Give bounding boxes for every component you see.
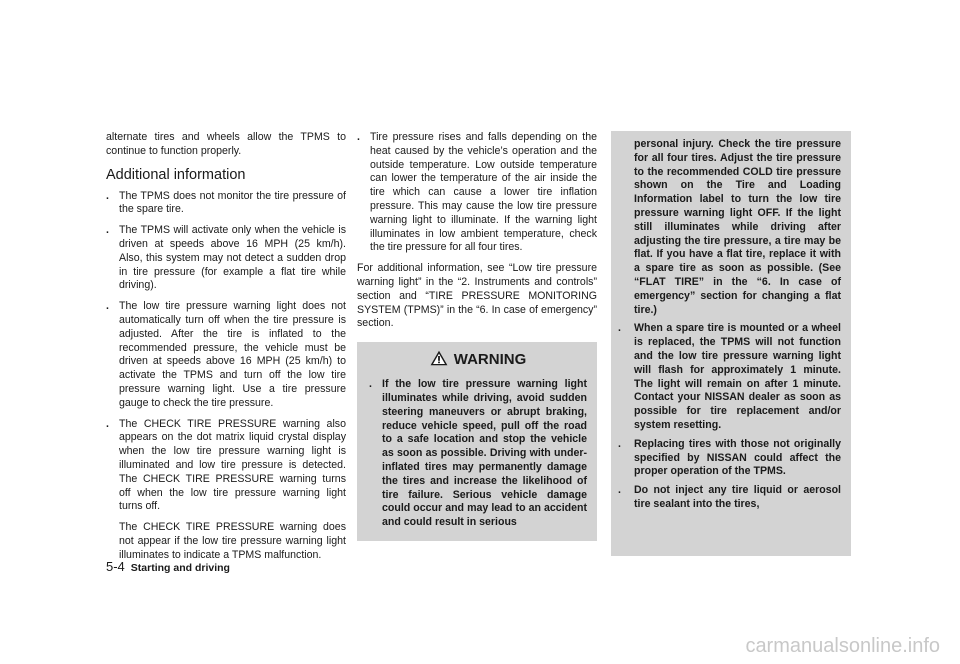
list-item: . Tire pressure rises and falls depending on the heat caused by the vehicle’s operation and the outside temperature. Low outside temperature can lower the temperature of the air inside the tire which can cause a lower tire inflation pressure. This may cause the low tire pressure warning light to illuminate. If the warning light illuminates in low ambient temperature, check the tire pressure for all four tires. [357,131,597,254]
warning-continuation-text: personal injury. Check the tire pressure for all four tires. Adjust the tire pressure to the recommended COLD tire pressure shown on the Tire and Loading Information label to turn the low tire pressure warning light OFF. If the light still illuminates while driving after adjusting the tire pressure, a tire may be flat. If you have a flat tire, replace it with a spare tire as soon as possible. (See “FLAT TIRE” in the “6. In case of emergency” section for changing a flat tire.) [634,138,841,316]
section-heading: Additional information [106,166,246,183]
list-item: . The CHECK TIRE PRESSURE warning also appears on the dot matrix liquid crystal display when the low tire pressure warning light is illuminated and low tire pressure is detected. The CHECK TIRE PRESSURE warning turns off when the low tire pressure warning light turns off. [106,417,346,513]
page-number: 5-4 [106,559,125,574]
bullet-marker: . [369,378,372,391]
bullet-marker: . [106,189,109,202]
warning-header [369,350,587,369]
warning-box [357,342,597,541]
bullet-marker: . [106,417,109,430]
page-footer [106,559,230,574]
warning-title: WARNING [453,351,527,369]
bullet-marker: . [618,322,621,335]
section-name: Starting and driving [130,562,230,574]
bullet-marker: . [106,300,109,313]
list-item: . The TPMS does not monitor the tire pressure of the spare tire. [106,189,346,216]
warning-list-item: . When a spare tire is mounted or a wheel is replaced, the TPMS will not function and the low tire pressure warning light will flash for approximately 1 minute. The light will remain on after 1 minute. Contact your NISSAN dealer as soon as possible for tire replacement and/or system resetting. [618,322,841,431]
bullet-continuation: The CHECK TIRE PRESSURE warning does not appear if the low tire pressure warning light illuminates to indicate a TPMS malfunction. [119,521,346,561]
bullet-marker: . [106,224,109,237]
left-column [106,131,346,563]
warning-list-item: . If the low tire pressure warning light illuminates while driving, avoid sudden steering maneuvers or abrupt braking, reduce vehicle speed, pull off the road to a safe location and stop the vehicle as soon as possible. Driving with under-inflated tires may permanently damage the tires and increase the likelihood of tire failure. Serious vehicle damage could occur and may lead to an accident and could result in serious [369,378,587,529]
warning-list-item: . Replacing tires with those not originally specified by NISSAN could affect the proper operation of the TPMS. [618,437,841,478]
bullet-marker: . [357,131,360,143]
intro-text: alternate tires and wheels allow the TPMS to continue to function properly. [106,131,346,157]
reference-paragraph: For additional information, see “Low tire pressure warning light” in the “2. Instruments and controls” section and “TIRE PRESSURE MONITORING SYSTEM (TPMS)” in the “6. In case of emergency” section. [357,262,597,330]
bullet-marker: . [618,484,621,497]
warning-list-item: . Do not inject any tire liquid or aerosol tire sealant into the tires, [618,484,841,510]
list-item: . The TPMS will activate only when the vehicle is driven at speeds above 16 MPH (25 km/h). Also, this system may not detect a sudden drop in tire pressure (for example a flat tire while driving). [106,224,346,292]
warning-triangle-icon [430,350,448,366]
warning-continuation-box [611,131,851,556]
bullet-marker: . [618,437,621,450]
watermark-text: carmanualsonline.info [745,635,940,657]
list-item: . The low tire pressure warning light does not automatically turn off when the tire pressure is adjusted. After the tire is inflated to the recommended pressure, the vehicle must be driven at speeds above 16 MPH (25 km/h) to activate the TPMS and turn off the low tire pressure warning light. Use a tire pressure gauge to check the tire pressure. [106,300,346,409]
middle-column [357,131,597,541]
